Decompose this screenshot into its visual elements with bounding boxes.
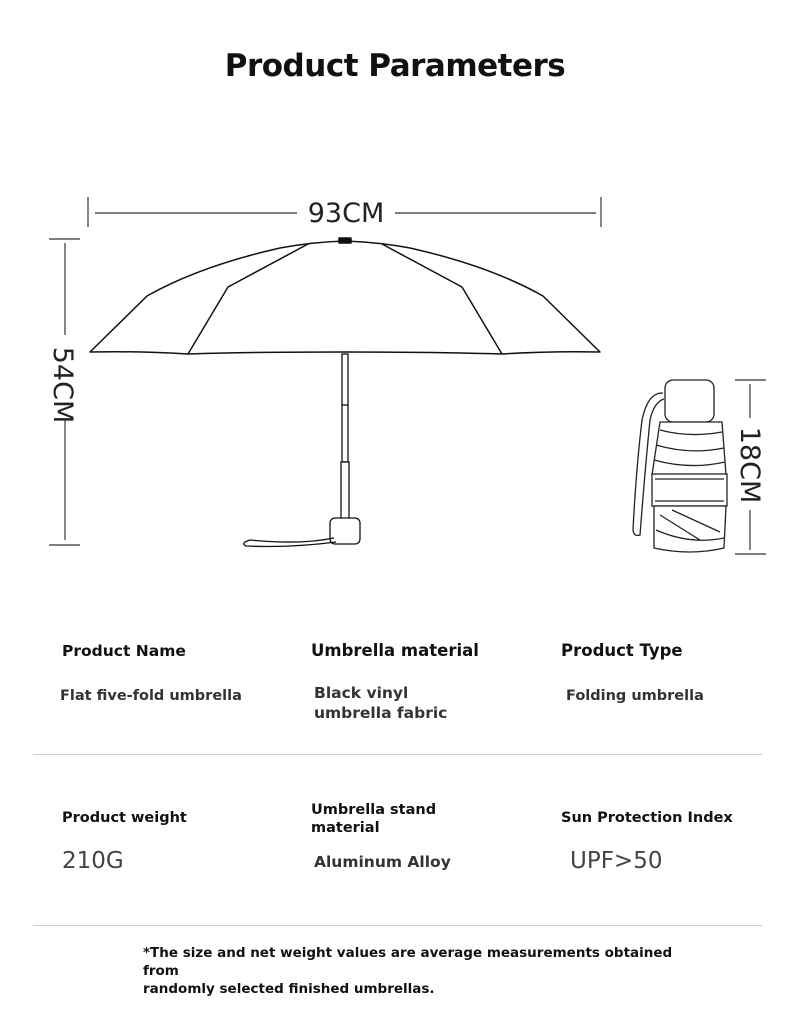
stand-material-label [311, 801, 436, 837]
footnote [143, 944, 683, 998]
sun-protection-label: Sun Protection Index [561, 810, 733, 826]
stand-material-value: Aluminum Alloy [314, 853, 451, 871]
open-umbrella-shaft [244, 354, 360, 547]
height-label: 54CM [47, 346, 78, 424]
row-divider [33, 925, 762, 926]
product-weight-value: 210G [62, 848, 124, 874]
page-title: Product Parameters [224, 48, 566, 84]
footnote-line2: randomly selected finished umbrellas. [143, 981, 435, 997]
umbrella-material-value-line2: umbrella fabric [314, 704, 448, 722]
umbrella-diagram [0, 170, 790, 590]
sun-protection-value: UPF>50 [570, 848, 663, 874]
folded-umbrella [633, 380, 727, 552]
product-type-label: Product Type [561, 641, 683, 660]
umbrella-material-label: Umbrella material [311, 641, 479, 660]
width-label: 93CM [307, 198, 385, 229]
folded-label: 18CM [734, 426, 765, 504]
stand-material-label-line1: Umbrella stand [311, 802, 437, 818]
row-divider [33, 754, 762, 755]
stand-material-label-line2: material [311, 820, 380, 836]
product-weight-label: Product weight [62, 810, 187, 826]
product-name-label: Product Name [62, 642, 186, 660]
umbrella-material-value [314, 683, 447, 723]
open-umbrella-canopy [90, 238, 600, 354]
umbrella-material-value-line1: Black vinyl [314, 684, 409, 702]
product-type-value: Folding umbrella [566, 688, 704, 704]
product-name-value: Flat five-fold umbrella [60, 688, 242, 704]
footnote-line1: *The size and net weight values are average measurements obtained from [143, 945, 673, 979]
